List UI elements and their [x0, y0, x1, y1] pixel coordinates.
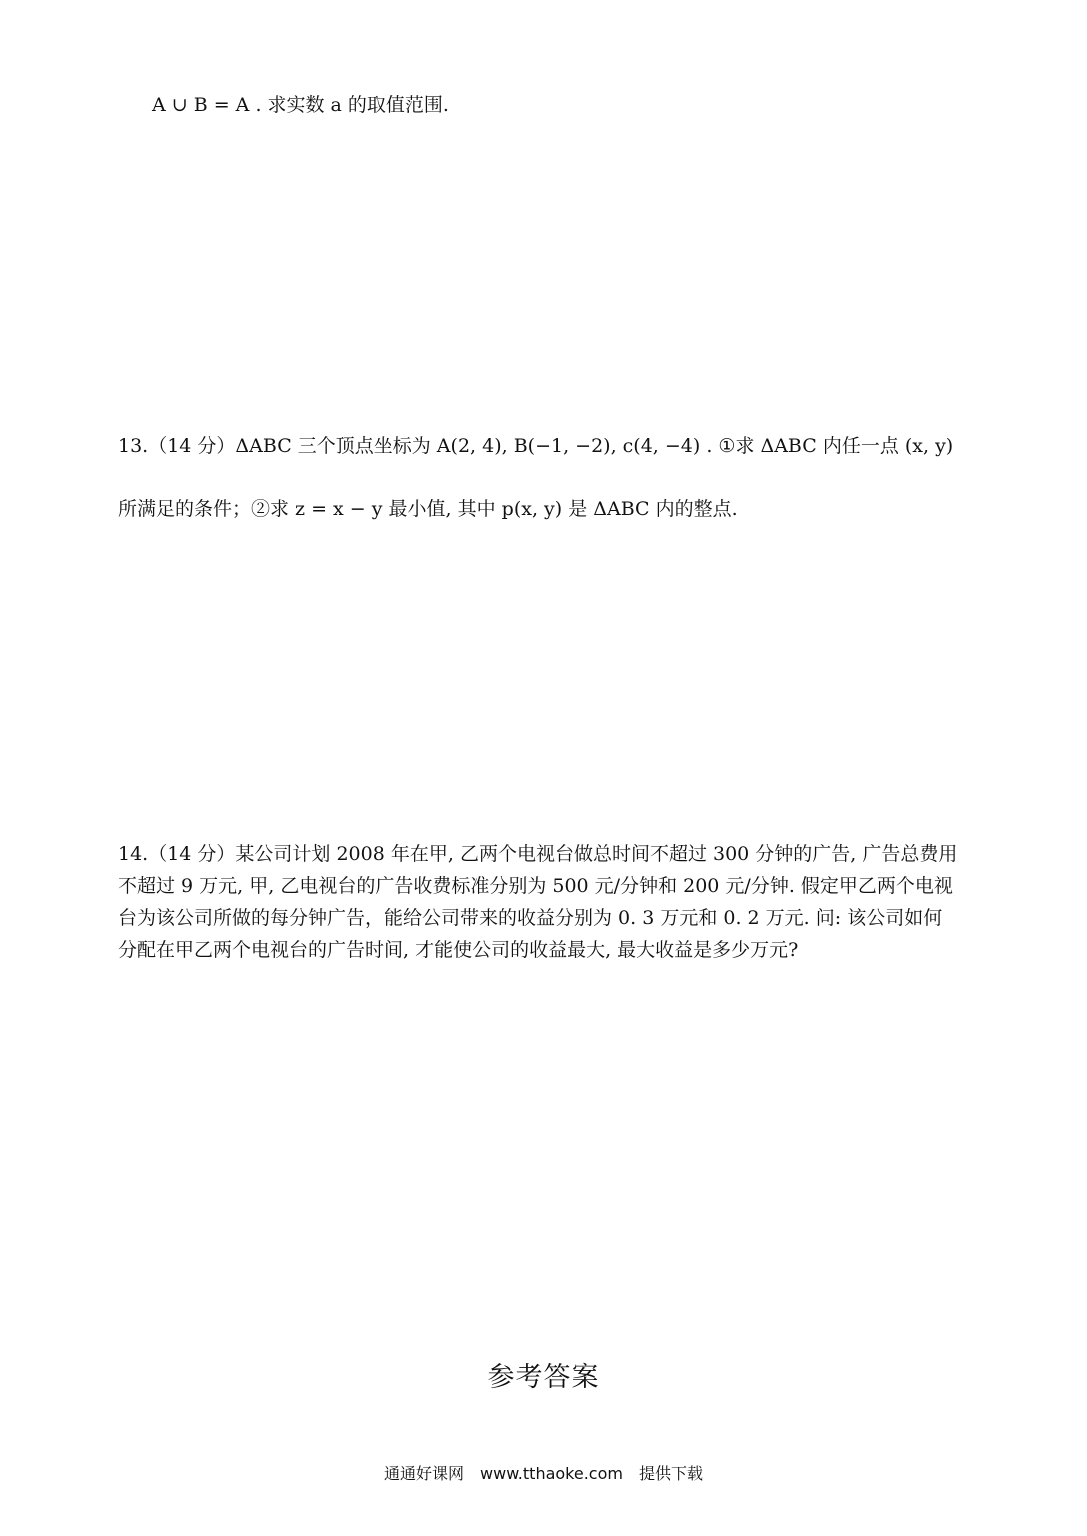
question-14-line-2: 不超过 9 万元, 甲, 乙电视台的广告收费标准分别为 500 元/分钟和 200 元/分钟. 假定甲乙两个电视 [118, 875, 953, 897]
question-14-line-4: 分配在甲乙两个电视台的广告时间, 才能使公司的收益最大, 最大收益是多少万元? [118, 939, 799, 961]
question-14-line-1: 14.（14 分）某公司计划 2008 年在甲, 乙两个电视台做总时间不超过 300 分钟的广告, 广告总费用 [118, 843, 958, 865]
question-13-line-2: 所满足的条件；②求 z = x − y 最小值, 其中 p(x, y) 是 ΔABC 内的整点. [118, 498, 738, 520]
question-12-continuation: A ∪ B = A . 求实数 a 的取值范围. [152, 94, 449, 116]
question-13-line-1: 13.（14 分）ΔABC 三个顶点坐标为 A(2, 4), B(−1, −2), c(4, −4) . ①求 ΔABC 内任一点 (x, y) [118, 435, 954, 457]
page-footer: 通通好课网 www.tthaoke.com 提供下载 [384, 1464, 703, 1483]
answers-heading: 参考答案 [487, 1362, 600, 1393]
question-14 [118, 838, 978, 966]
question-14-line-3: 台为该公司所做的每分钟广告，能给公司带来的收益分别为 0. 3 万元和 0. 2 万元. 问: 该公司如何 [118, 907, 943, 929]
